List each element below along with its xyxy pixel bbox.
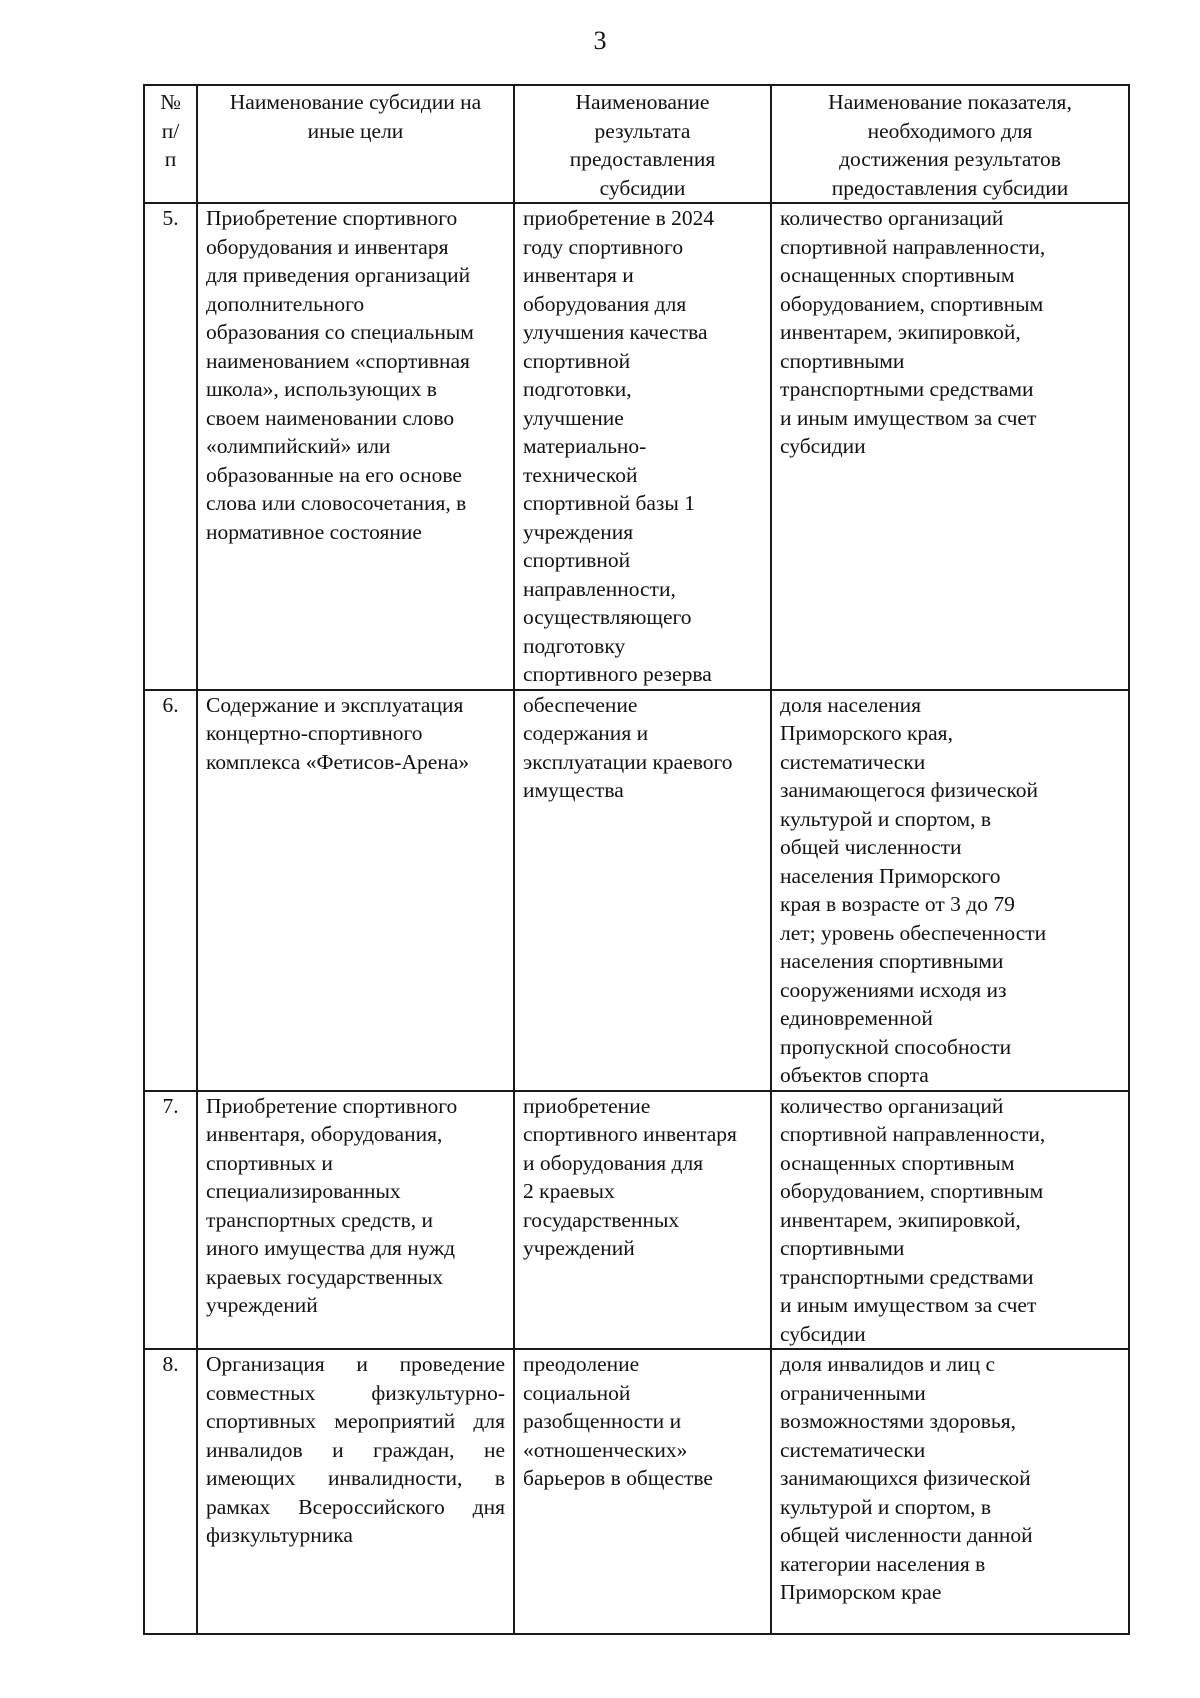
table-header-row	[144, 85, 1129, 203]
row-number: 7.	[144, 1091, 197, 1350]
result-name: приобретение спортивного инвентаря и оборудования для 2 краевых государственных учреждений	[514, 1091, 771, 1350]
page-number: 3	[593, 26, 607, 55]
subsidy-name: Приобретение спортивного оборудования и инвентаря для приведения организаций дополнительного образования со специальным наименованием «спортивная школа», использующих в своем наименовании слово «олимпийский» или образованные на его основе слова или словосочетания, в нормативное состояние	[197, 203, 514, 690]
header-result-name: Наименование результата предоставления субсидии	[514, 85, 771, 203]
header-subsidy-name: Наименование субсидии на иные цели	[197, 85, 514, 203]
indicator-name: количество организаций спортивной направленности, оснащенных спортивным оборудованием, спортивным инвентарем, экипировкой, спортивными транспортными средствами и иным имуществом за счет субсидии	[771, 1091, 1129, 1350]
subsidy-name: Приобретение спортивного инвентаря, оборудования, спортивных и специализированных транспортных средств, и иного имущества для нужд краевых государственных учреждений	[197, 1091, 514, 1350]
subsidy-name: Содержание и эксплуатация концертно-спортивного комплекса «Фетисов-Арена»	[197, 690, 514, 1091]
indicator-name: количество организаций спортивной направленности, оснащенных спортивным оборудованием, спортивным инвентарем, экипировкой, спортивными транспортными средствами и иным имуществом за счет субсидии	[771, 203, 1129, 690]
header-indicator-name: Наименование показателя, необходимого для достижения результатов предоставления субсидии	[771, 85, 1129, 203]
indicator-name: доля инвалидов и лиц с ограниченными возможностями здоровья, систематически занимающихся физической культурой и спортом, в общей численности данной категории населения в Приморском крае	[771, 1349, 1129, 1634]
row-number: 6.	[144, 690, 197, 1091]
table-row	[144, 1349, 1129, 1634]
indicator-name: доля населения Приморского края, систематически занимающегося физической культурой и спортом, в общей численности населения Приморского края в возрасте от 3 до 79 лет; уровень обеспеченности населения спортивными сооружениями исходя из единовременной пропускной способности объектов спорта	[771, 690, 1129, 1091]
table-row	[144, 690, 1129, 1091]
table-row	[144, 1091, 1129, 1350]
row-number: 5.	[144, 203, 197, 690]
subsidy-table	[143, 84, 1130, 1635]
header-number: № п/ п	[144, 85, 197, 203]
result-name: обеспечение содержания и эксплуатации краевого имущества	[514, 690, 771, 1091]
row-number: 8.	[144, 1349, 197, 1634]
table-row	[144, 203, 1129, 690]
subsidy-name: Организация и проведение совместных физкультурно-спортивных мероприятий для инвалидов и граждан, не имеющих инвалидности, в рамках Всероссийского дня физкультурника	[197, 1349, 514, 1634]
result-name: приобретение в 2024 году спортивного инвентаря и оборудования для улучшения качества спортивной подготовки, улучшение материально- технической спортивной базы 1 учреждения спортивной направленности, осуществляющего подготовку спортивного резерва	[514, 203, 771, 690]
result-name: преодоление социальной разобщенности и «отношенческих» барьеров в обществе	[514, 1349, 771, 1634]
